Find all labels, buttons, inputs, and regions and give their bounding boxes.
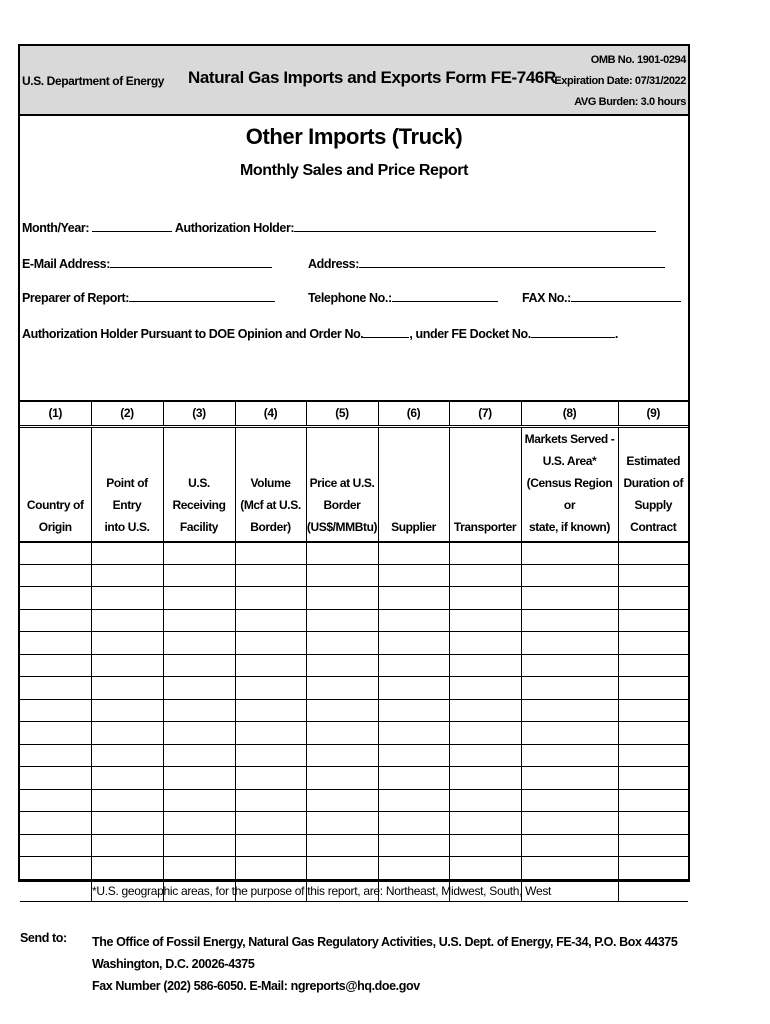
table-cell[interactable] <box>306 767 378 790</box>
table-row <box>20 834 688 857</box>
table-cell[interactable] <box>20 879 91 902</box>
authorization-holder-label: Authorization Holder: <box>174 221 295 235</box>
table-cell[interactable] <box>378 767 449 790</box>
month-year-blank[interactable] <box>92 220 172 232</box>
table-cell[interactable] <box>306 677 378 700</box>
table-cell[interactable] <box>91 812 163 835</box>
table-cell[interactable] <box>91 789 163 812</box>
table-row <box>20 677 688 700</box>
telephone-blank[interactable] <box>392 290 498 302</box>
table-cell[interactable] <box>306 542 378 565</box>
table-cell[interactable] <box>449 812 521 835</box>
table-cell[interactable] <box>521 542 618 565</box>
month-year-field[interactable] <box>22 220 656 235</box>
table-cell[interactable] <box>91 857 163 880</box>
docket-label: , under FE Docket No. <box>409 327 531 341</box>
table-cell[interactable] <box>91 632 163 655</box>
table-cell[interactable] <box>235 654 306 677</box>
column-header-line: Border) <box>250 519 291 534</box>
table-row <box>20 632 688 655</box>
department-name: U.S. Department of Energy <box>22 74 165 88</box>
table-cell[interactable] <box>20 744 91 767</box>
column-number: (4) <box>235 402 306 426</box>
column-number: (7) <box>449 402 521 426</box>
table-row <box>20 542 688 565</box>
column-number: (5) <box>306 402 378 426</box>
table-cell[interactable] <box>378 587 449 610</box>
table-cell[interactable] <box>306 722 378 745</box>
table-cell[interactable] <box>20 767 91 790</box>
table-cell[interactable] <box>449 542 521 565</box>
table-cell[interactable] <box>618 722 688 745</box>
month-year-label: Month/Year: <box>22 221 90 235</box>
table-row <box>20 722 688 745</box>
table-cell[interactable] <box>20 632 91 655</box>
telephone-field[interactable] <box>308 290 498 305</box>
form-title: Natural Gas Imports and Exports Form FE-746R <box>188 68 556 87</box>
table-cell[interactable] <box>521 857 618 880</box>
table-cell[interactable] <box>521 834 618 857</box>
table-cell[interactable] <box>306 857 378 880</box>
table-cell[interactable] <box>235 834 306 857</box>
table-row <box>20 812 688 835</box>
table-cell[interactable] <box>618 632 688 655</box>
table-cell[interactable] <box>20 789 91 812</box>
table-cell[interactable] <box>378 857 449 880</box>
fax-label: FAX No.: <box>522 291 571 305</box>
table-cell[interactable] <box>378 609 449 632</box>
table-cell[interactable] <box>91 654 163 677</box>
table-cell[interactable] <box>235 542 306 565</box>
table-cell[interactable] <box>235 632 306 655</box>
column-header-line: Country of <box>26 497 84 512</box>
table-cell[interactable] <box>449 677 521 700</box>
table-row <box>20 609 688 632</box>
table-cell[interactable] <box>163 587 235 610</box>
table-cell[interactable] <box>235 587 306 610</box>
table-cell[interactable] <box>163 744 235 767</box>
table-cell[interactable] <box>235 857 306 880</box>
column-header-line: Price at U.S. <box>309 475 375 490</box>
column-header-line: Duration of <box>623 475 684 490</box>
table-cell[interactable] <box>91 542 163 565</box>
table-cell[interactable] <box>449 722 521 745</box>
table-cell[interactable] <box>521 654 618 677</box>
table-cell[interactable] <box>306 654 378 677</box>
table-cell[interactable] <box>618 857 688 880</box>
expiration-date: Expiration Date: 07/31/2022 <box>554 75 686 87</box>
table-cell[interactable] <box>163 564 235 587</box>
send-address-line-1: The Office of Fossil Energy, Natural Gas Regulatory Activities, U.S. Dept. of Energy, FE-34, P.O. Box 44375 <box>92 935 678 949</box>
table-cell[interactable] <box>91 677 163 700</box>
column-header-line: Facility <box>179 519 219 534</box>
table-row <box>20 744 688 767</box>
column-header <box>20 426 91 542</box>
column-header <box>521 426 618 542</box>
omb-number: OMB No. 1901-0294 <box>590 54 686 66</box>
table-cell[interactable] <box>91 834 163 857</box>
column-header <box>618 426 688 542</box>
address-label: Address: <box>308 257 359 271</box>
table-cell[interactable] <box>618 677 688 700</box>
table-row <box>20 857 688 880</box>
table-cell[interactable] <box>449 564 521 587</box>
table-cell[interactable] <box>163 767 235 790</box>
table-cell[interactable] <box>449 789 521 812</box>
report-title: Other Imports (Truck) <box>245 124 463 149</box>
column-header-line: Transporter <box>453 519 517 534</box>
column-header-line: Border <box>323 497 361 512</box>
column-number-row <box>20 402 688 426</box>
table-cell[interactable] <box>618 542 688 565</box>
omb-block <box>554 50 686 113</box>
table-cell[interactable] <box>91 699 163 722</box>
table-cell[interactable] <box>235 789 306 812</box>
table-cell[interactable] <box>618 564 688 587</box>
table-cell[interactable] <box>378 744 449 767</box>
table-cell[interactable] <box>235 812 306 835</box>
table-cell[interactable] <box>163 722 235 745</box>
table-cell[interactable] <box>449 744 521 767</box>
column-header-line: into U.S. <box>104 519 150 534</box>
table-cell[interactable] <box>449 767 521 790</box>
table-cell[interactable] <box>91 609 163 632</box>
column-number: (6) <box>378 402 449 426</box>
table-cell[interactable] <box>521 609 618 632</box>
preparer-blank[interactable] <box>129 290 275 302</box>
email-blank[interactable] <box>110 256 272 268</box>
table-cell[interactable] <box>20 722 91 745</box>
table-cell[interactable] <box>521 699 618 722</box>
table-cell[interactable] <box>521 767 618 790</box>
column-header-row <box>20 426 688 542</box>
table-cell[interactable] <box>235 744 306 767</box>
table-cell[interactable] <box>618 789 688 812</box>
column-number: (3) <box>163 402 235 426</box>
table-cell[interactable] <box>449 857 521 880</box>
table-cell[interactable] <box>91 564 163 587</box>
table-cell[interactable] <box>521 744 618 767</box>
fax-field[interactable] <box>522 290 681 305</box>
column-number: (2) <box>91 402 163 426</box>
table-cell[interactable] <box>235 677 306 700</box>
table-cell[interactable] <box>618 879 688 902</box>
table-cell[interactable] <box>521 587 618 610</box>
table-cell[interactable] <box>618 812 688 835</box>
email-field[interactable] <box>22 256 272 271</box>
send-to-label: Send to: <box>20 931 67 945</box>
table-cell[interactable] <box>163 789 235 812</box>
table-cell[interactable] <box>618 767 688 790</box>
table-cell[interactable] <box>618 699 688 722</box>
header-band <box>20 46 688 116</box>
table-cell[interactable] <box>306 834 378 857</box>
table-cell[interactable] <box>163 654 235 677</box>
column-header <box>91 426 163 542</box>
table-cell[interactable] <box>163 857 235 880</box>
preparer-label: Preparer of Report: <box>22 291 130 305</box>
column-header-line: Supplier <box>391 519 436 534</box>
send-contact-line: Fax Number (202) 586-6050. E-Mail: ngreports@hq.doe.gov <box>92 979 420 993</box>
order-number-blank[interactable] <box>363 326 409 338</box>
table-cell[interactable] <box>163 677 235 700</box>
send-to-address <box>92 931 677 997</box>
column-header-line: Receiving <box>172 497 226 512</box>
table-cell[interactable] <box>378 722 449 745</box>
column-header <box>449 426 521 542</box>
column-number: (1) <box>20 402 91 426</box>
form-frame <box>18 44 690 882</box>
docket-number-blank[interactable] <box>531 326 615 338</box>
table-cell[interactable] <box>378 542 449 565</box>
table-cell[interactable] <box>306 632 378 655</box>
table-cell[interactable] <box>91 767 163 790</box>
table-cell[interactable] <box>618 744 688 767</box>
table-cell[interactable] <box>20 654 91 677</box>
telephone-label: Telephone No.: <box>308 291 392 305</box>
table-cell[interactable] <box>618 609 688 632</box>
table-cell[interactable] <box>163 834 235 857</box>
table-cell[interactable] <box>20 587 91 610</box>
table-cell[interactable] <box>378 677 449 700</box>
column-header-line: Markets Served - <box>524 431 615 446</box>
column-number: (8) <box>521 402 618 426</box>
preparer-field[interactable] <box>22 290 275 305</box>
table-cell[interactable] <box>521 677 618 700</box>
column-header-line: U.S. <box>188 475 210 490</box>
column-header-line: (US$/MMBtu) <box>306 519 378 534</box>
address-blank[interactable] <box>359 256 665 268</box>
pursuant-label: Authorization Holder Pursuant to DOE Opinion and Order No. <box>22 327 364 341</box>
table-cell[interactable] <box>378 654 449 677</box>
table-cell[interactable] <box>378 564 449 587</box>
table-cell[interactable] <box>20 857 91 880</box>
table-row <box>20 767 688 790</box>
authorization-holder-blank[interactable] <box>294 220 656 232</box>
table-cell[interactable] <box>163 609 235 632</box>
column-header <box>378 426 449 542</box>
table-cell[interactable] <box>378 789 449 812</box>
pursuant-period: . <box>614 327 618 341</box>
table-cell[interactable] <box>378 834 449 857</box>
table-cell[interactable] <box>20 834 91 857</box>
column-header-line: (Census Region or <box>526 475 613 512</box>
column-header <box>306 426 378 542</box>
table-cell[interactable] <box>91 722 163 745</box>
table-cell[interactable] <box>20 677 91 700</box>
table-cell[interactable] <box>449 654 521 677</box>
table-cell[interactable] <box>235 699 306 722</box>
report-subtitle: Monthly Sales and Price Report <box>239 162 469 179</box>
column-header-line: Point of Entry <box>106 475 148 512</box>
table-cell[interactable] <box>163 632 235 655</box>
table-cell[interactable] <box>449 632 521 655</box>
table-cell[interactable] <box>235 564 306 587</box>
table-cell[interactable] <box>521 812 618 835</box>
table-cell[interactable] <box>449 609 521 632</box>
table-cell[interactable] <box>618 587 688 610</box>
column-header-line: Contract <box>630 519 677 534</box>
column-header-line: U.S. Area* <box>542 453 597 468</box>
table-cell[interactable] <box>306 564 378 587</box>
avg-burden: AVG Burden: 3.0 hours <box>574 96 686 108</box>
table-cell[interactable] <box>235 609 306 632</box>
email-label: E-Mail Address: <box>22 257 111 271</box>
table-cell[interactable] <box>449 587 521 610</box>
table-cell[interactable] <box>521 632 618 655</box>
table-cell[interactable] <box>618 654 688 677</box>
table-row <box>20 699 688 722</box>
table-cell[interactable] <box>163 812 235 835</box>
column-header-line: Volume <box>250 475 291 490</box>
table-row <box>20 789 688 812</box>
fax-blank[interactable] <box>571 290 681 302</box>
column-header-line: Supply <box>634 497 673 512</box>
column-header-line: state, if known) <box>529 519 610 534</box>
table-cell[interactable] <box>235 722 306 745</box>
table-row <box>20 587 688 610</box>
table-cell[interactable] <box>91 587 163 610</box>
table-cell[interactable] <box>306 812 378 835</box>
pursuant-field[interactable] <box>22 326 618 341</box>
table-cell[interactable] <box>20 699 91 722</box>
table-cell[interactable] <box>306 699 378 722</box>
table-cell[interactable] <box>20 564 91 587</box>
table-cell[interactable] <box>306 587 378 610</box>
table-cell[interactable] <box>20 812 91 835</box>
table-cell[interactable] <box>618 834 688 857</box>
table-cell[interactable] <box>449 699 521 722</box>
address-field[interactable] <box>308 256 665 271</box>
table-cell[interactable] <box>91 744 163 767</box>
table-cell[interactable] <box>20 609 91 632</box>
footnote: *U.S. geographic areas, for the purpose of this report, are: Northeast, Midwest, South, West <box>92 884 552 898</box>
table-cell[interactable] <box>306 744 378 767</box>
table-cell[interactable] <box>521 789 618 812</box>
column-header-line: Estimated <box>626 453 681 468</box>
table-cell[interactable] <box>378 699 449 722</box>
column-header-line: Origin <box>38 519 72 534</box>
table-cell[interactable] <box>163 699 235 722</box>
table-cell[interactable] <box>163 542 235 565</box>
table-cell[interactable] <box>449 834 521 857</box>
table-cell[interactable] <box>20 542 91 565</box>
table-cell[interactable] <box>378 812 449 835</box>
table-cell[interactable] <box>521 722 618 745</box>
table-row <box>20 564 688 587</box>
table-cell[interactable] <box>306 789 378 812</box>
table-cell[interactable] <box>521 564 618 587</box>
column-header-line: (Mcf at U.S. <box>240 497 301 512</box>
column-number: (9) <box>618 402 688 426</box>
table-cell[interactable] <box>306 609 378 632</box>
table-cell[interactable] <box>378 632 449 655</box>
report-table <box>20 402 688 902</box>
column-header <box>235 426 306 542</box>
send-address-line-2: Washington, D.C. 20026-4375 <box>92 957 255 971</box>
table-row <box>20 654 688 677</box>
table-cell[interactable] <box>235 767 306 790</box>
column-header <box>163 426 235 542</box>
